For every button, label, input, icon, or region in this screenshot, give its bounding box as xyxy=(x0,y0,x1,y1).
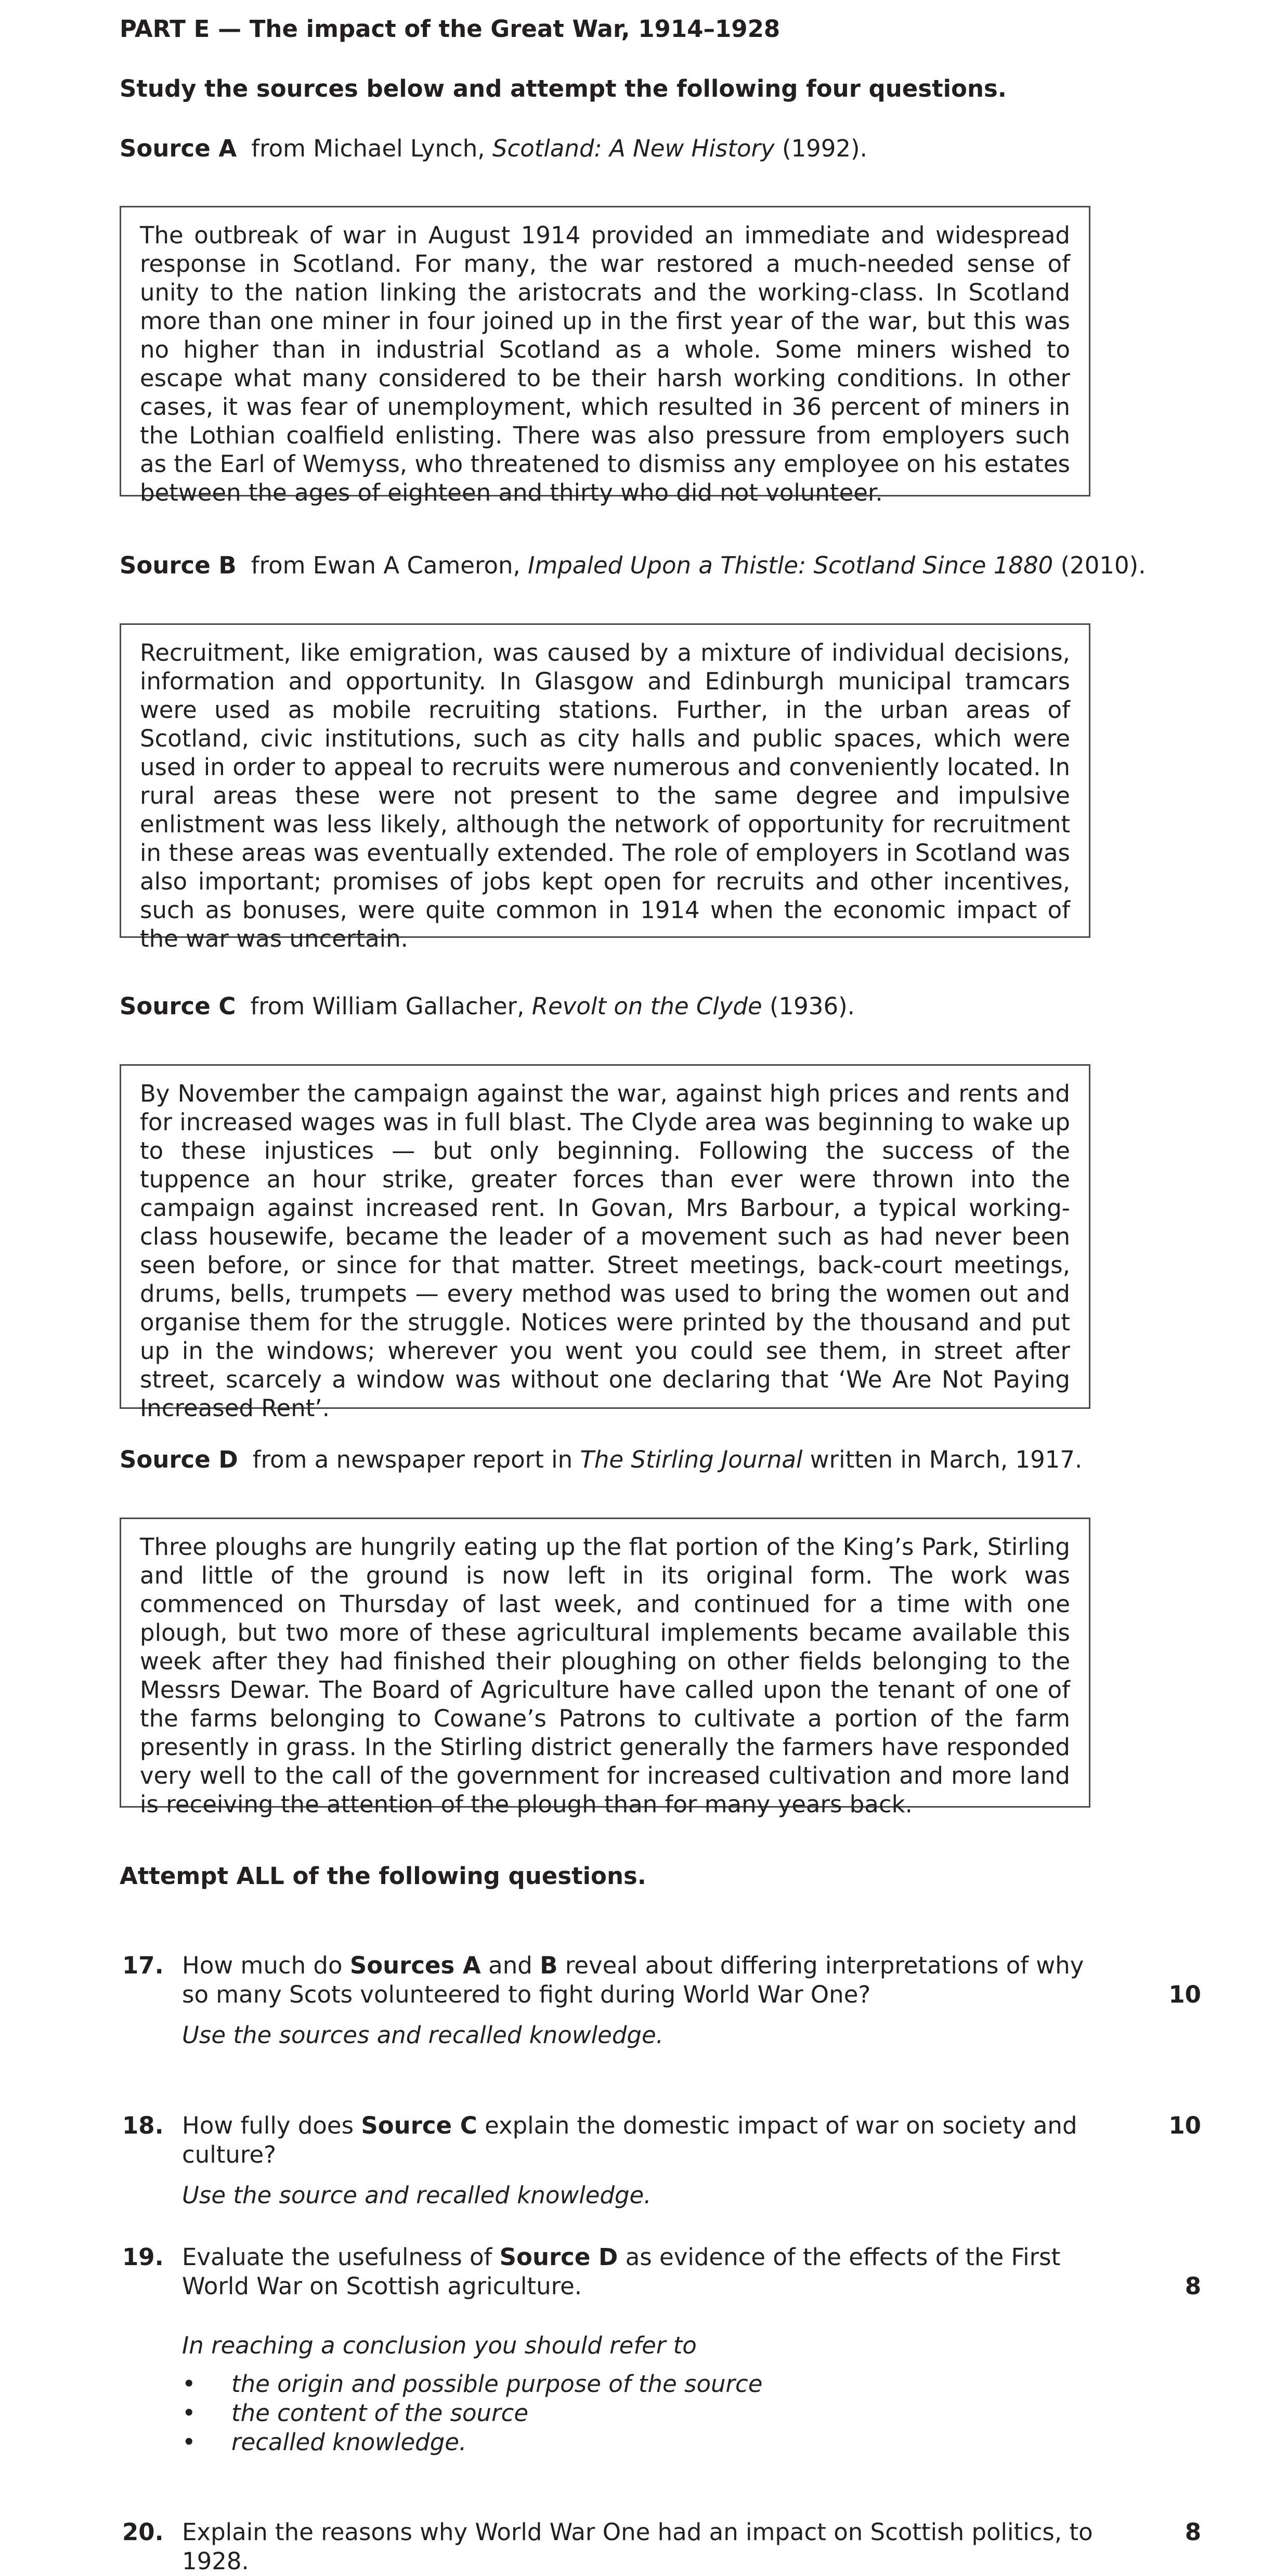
source-c-prefix: from William Gallacher, xyxy=(250,992,532,1020)
source-b-title: Impaled Upon a Thistle: Scotland Since 1880 xyxy=(528,552,1053,579)
question-marks: 8 xyxy=(1185,2518,1201,2546)
study-instruction: Study the sources below and attempt the following four questions. xyxy=(120,75,1007,102)
source-c-title: Revolt on the Clyde xyxy=(531,992,762,1020)
source-a-text: The outbreak of war in August 1914 provided an immediate and widespread response in Scotland. For many, the war restored a much-needed sense of unity to the nation linking the aristocrats and the working-class. In Scotland more than one miner in four joined up in the first year of the war, but this was no higher than in industrial Scotland as a whole. Some miners wished to escape what many considered to be their harsh working conditions. In other cases, it was fear of unemployment, which resulted in 36 percent of miners in the Lothian coalfield enlisting. There was also pressure from employers such as the Earl of Wemyss, who threatened to dismiss any employee on his estates between the ages of eighteen and thirty who did not volunteer. xyxy=(140,221,1070,506)
source-b-box xyxy=(120,623,1090,952)
source-c-box xyxy=(120,1064,1090,1422)
question-number: 18. xyxy=(122,2112,164,2139)
criteria-item: • the content of the source xyxy=(182,2399,529,2427)
source-d-label: Source D xyxy=(120,1446,238,1473)
source-d-box xyxy=(120,1518,1090,1818)
question-text: Evaluate the usefulness of Source D as evidence of the effects of the First World War on Scottish agriculture. xyxy=(182,2243,1061,2300)
questions-heading: Attempt ALL of the following questions. xyxy=(120,1862,646,1890)
source-a-suffix: (1992). xyxy=(774,135,867,162)
question-number: 17. xyxy=(122,1952,164,1979)
source-d-prefix: from a newspaper report in xyxy=(252,1446,580,1473)
question-instruction: Use the sources and recalled knowledge. xyxy=(182,2021,663,2049)
source-b-suffix: (2010). xyxy=(1053,552,1146,579)
source-a-box xyxy=(120,206,1090,506)
source-d-title: The Stirling Journal xyxy=(580,1446,803,1473)
question-number: 19. xyxy=(122,2243,164,2271)
source-b-citation xyxy=(120,551,1146,580)
source-d-text: Three ploughs are hungrily eating up the flat portion of the King’s Park, Stirling and little of the ground is now left in its original form. The work was commenced on Thursday of last week, and continued for a time with one plough, but two more of these agricultural implements became available this week after they had finished their ploughing on other fields belonging to the Messrs Dewar. The Board of Agriculture have called upon the tenant of one of the farms belonging to Cowane’s Patrons to cultivate a portion of the farm presently in grass. In the Stirling district generally the farmers have responded very well to the call of the government for increased cultivation and more land is receiving the attention of the plough than for many years back. xyxy=(140,1533,1070,1818)
source-c-text: By November the campaign against the war, against high prices and rents and for increased wages was in full blast. The Clyde area was beginning to wake up to these injustices — but only beginning. Following the success of the tuppence an hour strike, greater forces than ever were thrown into the campaign against increased rent. In Govan, Mrs Barbour, a typical working-class housewife, became the leader of a movement such as had never been seen before, or since for that matter. Street meetings, back-court meetings, drums, bells, trumpets — every method was used to bring the women out and organise them for the struggle. Notices were printed by the thousand and put up in the windows; wherever you went you could see them, in street after street, scarcely a window was without one declaring that ‘We Are Not Paying Increased Rent’. xyxy=(140,1080,1070,1422)
source-d-suffix: written in March, 1917. xyxy=(802,1446,1083,1473)
question-19 xyxy=(120,2243,1201,2457)
question-18 xyxy=(120,2111,1201,2210)
question-marks: 8 xyxy=(1185,2272,1201,2300)
question-number: 20. xyxy=(122,2518,164,2546)
question-marks: 10 xyxy=(1168,2112,1201,2139)
source-a-prefix: from Michael Lynch, xyxy=(251,135,492,162)
question-text: How much do Sources A and B reveal about differing interpretations of why so many Scots volunteered to fight during World War One? xyxy=(182,1952,1084,2008)
question-text: How fully does Source C explain the domestic impact of war on society and culture? xyxy=(182,2112,1077,2168)
criteria-item: • recalled knowledge. xyxy=(182,2428,467,2456)
source-c-suffix: (1936). xyxy=(762,992,855,1020)
question-text: Explain the reasons why World War One had an impact on Scottish politics, to 1928. xyxy=(182,2518,1093,2575)
source-a-label: Source A xyxy=(120,135,237,162)
question-marks: 10 xyxy=(1168,1981,1201,2008)
source-a-citation xyxy=(120,134,867,163)
criteria-list xyxy=(182,2370,1108,2457)
source-c-citation xyxy=(120,992,855,1021)
source-b-text: Recruitment, like emigration, was caused by a mixture of individual decisions, information and opportunity. In Glasgow and Edinburgh municipal tramcars were used as mobile recruiting stations. Further, in the urban areas of Scotland, civic institutions, such as city halls and public spaces, which were used in order to appeal to recruits were numerous and conveniently located. In rural areas these were not present to the same degree and impulsive enlistment was less likely, although the network of opportunity for recruitment in these areas was eventually extended. The role of employers in Scotland was also important; promises of jobs kept open for recruits and other incentives, such as bonuses, were quite common in 1914 when the economic impact of the war was uncertain. xyxy=(140,639,1070,952)
question-17 xyxy=(120,1951,1201,2050)
source-d-citation xyxy=(120,1445,1082,1474)
part-heading: PART E — The impact of the Great War, 1914–1928 xyxy=(120,15,780,43)
source-c-label: Source C xyxy=(120,992,236,1020)
question-instruction: Use the source and recalled knowledge. xyxy=(182,2181,652,2209)
source-b-prefix: from Ewan A Cameron, xyxy=(251,552,528,579)
question-instruction: In reaching a conclusion you should refer to xyxy=(182,2332,697,2359)
criteria-item: • the origin and possible purpose of the source xyxy=(182,2370,763,2398)
question-20 xyxy=(120,2518,1201,2576)
source-b-label: Source B xyxy=(120,552,237,579)
source-a-title: Scotland: A New History xyxy=(492,135,775,162)
